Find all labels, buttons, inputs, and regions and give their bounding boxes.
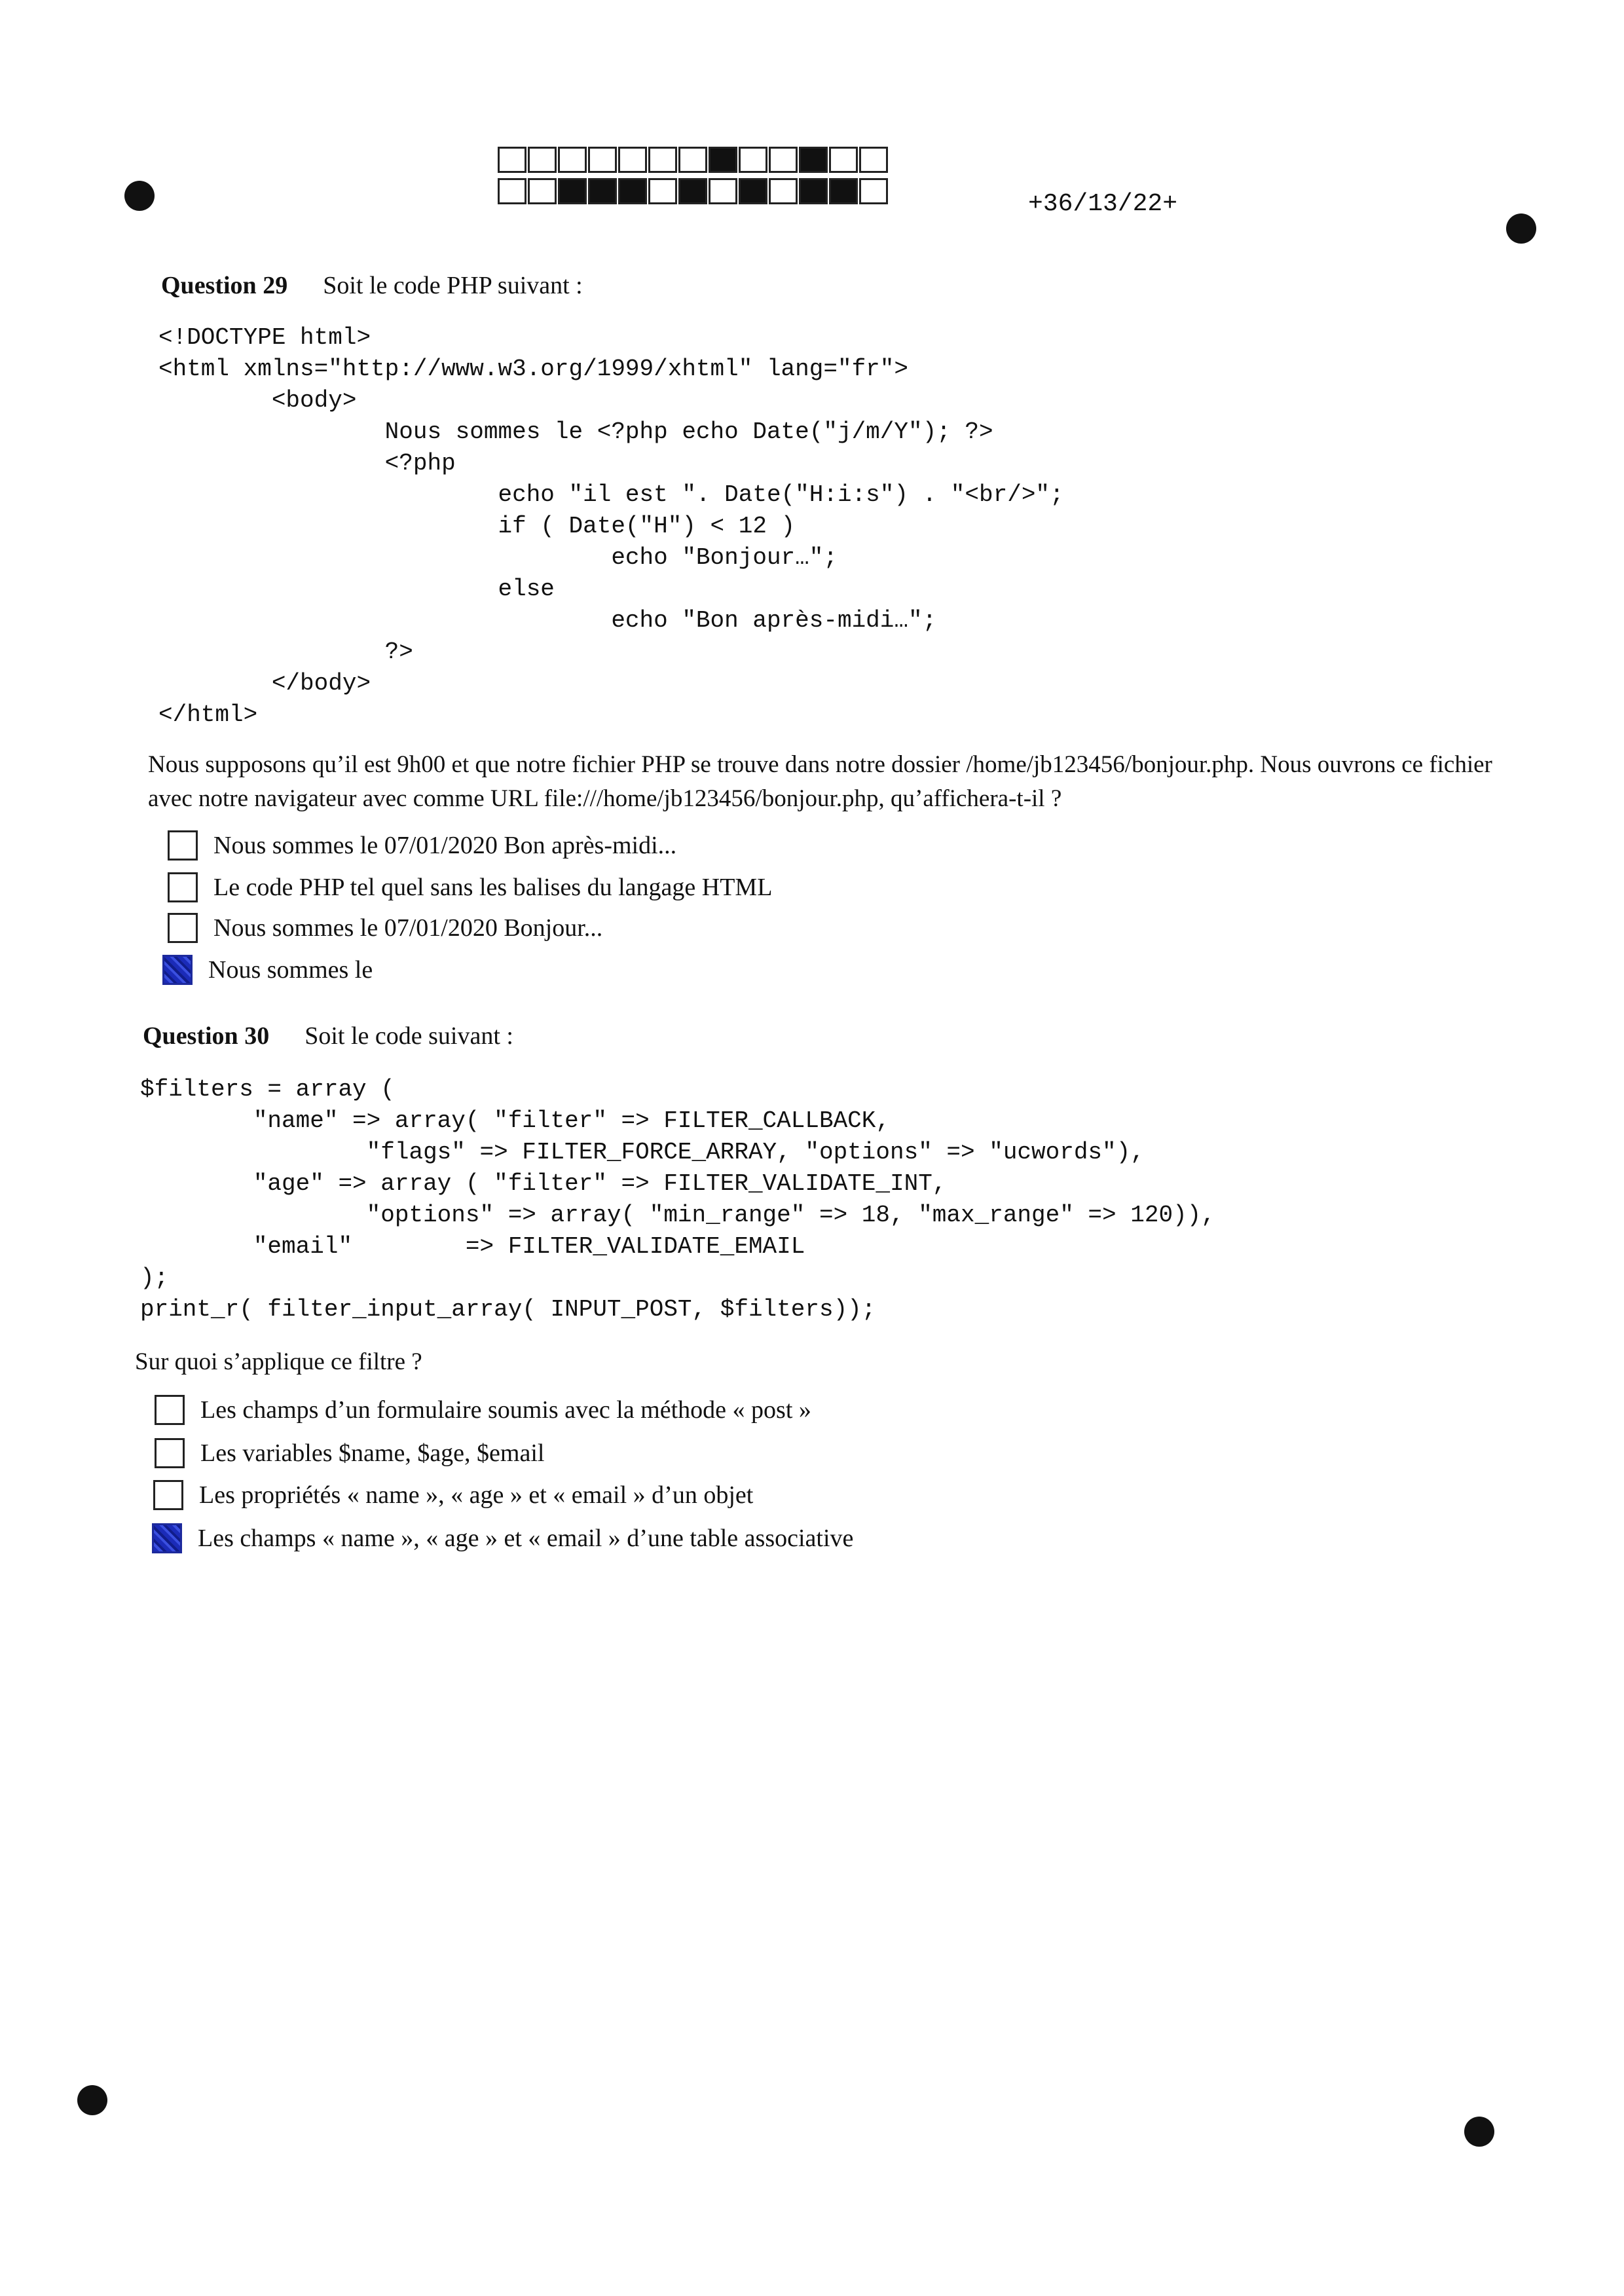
barcode-cell bbox=[498, 147, 526, 173]
answer-checkbox[interactable] bbox=[155, 1395, 185, 1425]
question-intro: Soit le code suivant : bbox=[304, 1022, 513, 1050]
code-line: "options" => array( "min_range" => 18, "max_range" => 120)), bbox=[140, 1202, 1215, 1229]
answer-checkbox[interactable] bbox=[155, 1438, 185, 1468]
barcode-cell bbox=[678, 147, 707, 173]
code-line: <html xmlns="http://www.w3.org/1999/xhtml" lang="fr"> bbox=[158, 356, 908, 382]
question-30-header bbox=[143, 1022, 513, 1050]
code-line: ); bbox=[140, 1265, 169, 1291]
code-line: else bbox=[158, 576, 555, 602]
answer-text: Les propriétés « name », « age » et « email » d’un objet bbox=[199, 1481, 754, 1509]
barcode bbox=[498, 147, 889, 210]
code-line: "email" => FILTER_VALIDATE_EMAIL bbox=[140, 1233, 805, 1260]
barcode-cell bbox=[618, 178, 647, 204]
code-line: if ( Date("H") < 12 ) bbox=[158, 513, 796, 540]
code-line: ?> bbox=[158, 639, 413, 665]
answer-checkbox[interactable] bbox=[153, 1480, 183, 1510]
answer-checkbox[interactable] bbox=[168, 913, 198, 943]
code-line: <?php bbox=[158, 450, 456, 477]
barcode-cell bbox=[528, 178, 557, 204]
code-line: <body> bbox=[158, 387, 357, 414]
barcode-cell bbox=[678, 178, 707, 204]
barcode-cell bbox=[709, 178, 737, 204]
code-line: </html> bbox=[158, 701, 258, 728]
answer-text: Les champs d’un formulaire soumis avec la méthode « post » bbox=[200, 1396, 811, 1424]
question-text: Sur quoi s’applique ce filtre ? bbox=[135, 1348, 422, 1375]
question-label: Question 30 bbox=[143, 1022, 270, 1050]
answer-option[interactable] bbox=[168, 830, 676, 861]
answer-checkbox[interactable] bbox=[162, 955, 193, 985]
barcode-cell bbox=[829, 178, 858, 204]
question-29-header bbox=[161, 271, 583, 300]
code-block-php bbox=[158, 322, 1064, 731]
answer-checkbox[interactable] bbox=[152, 1523, 182, 1553]
answer-checkbox[interactable] bbox=[168, 872, 198, 902]
answer-option[interactable] bbox=[162, 955, 373, 985]
answer-text: Le code PHP tel quel sans les balises du langage HTML bbox=[213, 874, 773, 901]
barcode-cell bbox=[769, 147, 798, 173]
barcode-cell bbox=[648, 147, 677, 173]
code-line: echo "Bon après-midi…"; bbox=[158, 607, 937, 634]
page-code: +36/13/22+ bbox=[1028, 190, 1178, 218]
barcode-cell bbox=[588, 147, 617, 173]
barcode-cell bbox=[769, 178, 798, 204]
answer-option[interactable] bbox=[153, 1480, 753, 1510]
question-statement: Nous supposons qu’il est 9h00 et que notre fichier PHP se trouve dans notre dossier /home/jb123456/bonjour.php. Nous ouvrons ce fichier avec notre navigateur avec comme URL file:///home/jb123456/bonjour.php, qu’affichera-t-il ? bbox=[148, 751, 1492, 812]
barcode-cell bbox=[739, 147, 767, 173]
barcode-cell bbox=[709, 147, 737, 173]
code-block-filters bbox=[140, 1074, 1215, 1325]
answer-option[interactable] bbox=[168, 913, 602, 943]
code-line: </body> bbox=[158, 670, 371, 697]
registration-mark-bottom-right bbox=[1464, 2117, 1494, 2147]
answer-option[interactable] bbox=[155, 1395, 811, 1425]
code-line: $filters = array ( bbox=[140, 1076, 395, 1103]
barcode-cell bbox=[799, 178, 828, 204]
answer-text: Nous sommes le bbox=[208, 956, 373, 984]
barcode-cell bbox=[588, 178, 617, 204]
answer-checkbox[interactable] bbox=[168, 830, 198, 861]
answer-text: Les variables $name, $age, $email bbox=[200, 1439, 545, 1467]
barcode-cell bbox=[528, 147, 557, 173]
registration-mark-top-left bbox=[124, 181, 155, 211]
barcode-cell bbox=[859, 178, 888, 204]
barcode-cell bbox=[859, 147, 888, 173]
barcode-cell bbox=[498, 178, 526, 204]
barcode-cell bbox=[558, 147, 587, 173]
code-line: "age" => array ( "filter" => FILTER_VALIDATE_INT, bbox=[140, 1170, 947, 1197]
barcode-cell bbox=[739, 178, 767, 204]
answer-option[interactable] bbox=[155, 1438, 544, 1468]
code-line: "name" => array( "filter" => FILTER_CALLBACK, bbox=[140, 1107, 890, 1134]
registration-mark-bottom-left bbox=[77, 2085, 107, 2115]
code-line: print_r( filter_input_array( INPUT_POST, $filters)); bbox=[140, 1296, 876, 1323]
barcode-row bbox=[498, 147, 889, 173]
barcode-cell bbox=[618, 147, 647, 173]
code-line: echo "il est ". Date("H:i:s") . "<br/>"; bbox=[158, 481, 1064, 508]
barcode-cell bbox=[558, 178, 587, 204]
answer-option[interactable] bbox=[168, 872, 772, 902]
barcode-cell bbox=[799, 147, 828, 173]
answer-text: Nous sommes le 07/01/2020 Bonjour... bbox=[213, 914, 603, 942]
code-line: "flags" => FILTER_FORCE_ARRAY, "options" => "ucwords"), bbox=[140, 1139, 1145, 1166]
barcode-cell bbox=[829, 147, 858, 173]
registration-mark-top-right bbox=[1506, 213, 1536, 244]
answer-text: Les champs « name », « age » et « email » d’une table associative bbox=[198, 1525, 854, 1552]
code-line: Nous sommes le <?php echo Date("j/m/Y"); ?> bbox=[158, 418, 993, 445]
barcode-cell bbox=[648, 178, 677, 204]
question-intro: Soit le code PHP suivant : bbox=[323, 272, 583, 299]
answer-option[interactable] bbox=[152, 1523, 853, 1553]
barcode-row bbox=[498, 178, 889, 204]
code-line: echo "Bonjour…"; bbox=[158, 544, 838, 571]
question-label: Question 29 bbox=[161, 272, 288, 299]
code-line: <!DOCTYPE html> bbox=[158, 324, 371, 351]
answer-text: Nous sommes le 07/01/2020 Bon après-midi... bbox=[213, 832, 677, 859]
